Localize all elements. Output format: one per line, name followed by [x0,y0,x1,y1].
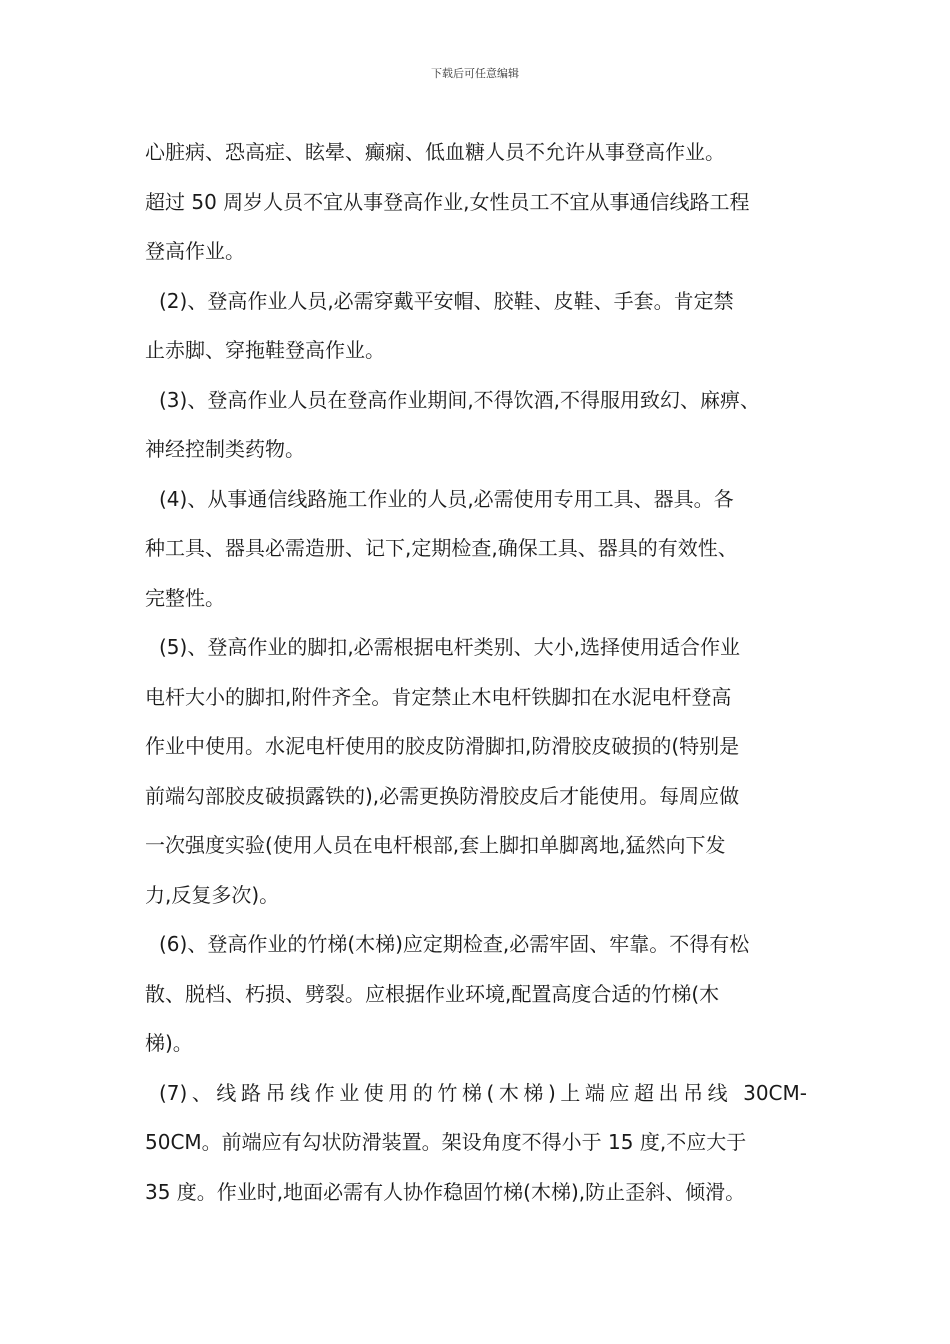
text-line: 散、脱档、朽损、劈裂。应根据作业环境,配置高度合适的竹梯(木 [145,981,720,1006]
text-line: 电杆大小的脚扣,附件齐全。肯定禁止木电杆铁脚扣在水泥电杆登高 [145,684,732,709]
document-body [145,128,807,1217]
text-line: (7)、线路吊线作业使用的竹梯(木梯)上端应超出吊线 30CM- [159,1080,807,1105]
text-line: (4)、从事通信线路施工作业的人员,必需使用专用工具、器具。各 [159,486,734,511]
text-line: (6)、登高作业的竹梯(木梯)应定期检查,必需牢固、牢靠。不得有松 [159,932,750,956]
text-line: 种工具、器具必需造册、记下,定期检查,确保工具、器具的有效性、 [145,536,738,560]
text-line: 登高作业。 [145,239,245,263]
text-line: (2)、登高作业人员,必需穿戴平安帽、胶鞋、皮鞋、手套。肯定禁 [159,288,734,313]
text-line: 作业中使用。水泥电杆使用的胶皮防滑脚扣,防滑胶皮破损的(特别是 [145,734,740,758]
text-line: (3)、登高作业人员在登高作业期间,不得饮酒,不得服用致幻、麻痹、 [159,387,761,412]
text-line: 神经控制类药物。 [145,437,305,461]
text-line: 止赤脚、穿拖鞋登高作业。 [145,338,385,362]
text-line: 50CM。前端应有勾状防滑装置。架设角度不得小于 15 度,不应大于 [145,1130,747,1154]
text-line: 前端勾部胶皮破损露铁的),必需更换防滑胶皮后才能使用。每周应做 [145,783,740,808]
page-header-note: 下载后可任意编辑 [431,67,519,80]
text-line: 35 度。作业时,地面必需有人协作稳固竹梯(木梯),防止歪斜、倾滑。 [145,1179,746,1204]
text-line: 完整性。 [145,585,225,610]
text-line: (5)、登高作业的脚扣,必需根据电杆类别、大小,选择使用适合作业 [159,635,741,659]
text-line: 心脏病、恐高症、眩晕、癫痫、低血糖人员不允许从事登高作业。 [145,140,725,164]
text-line: 力,反复多次)。 [145,882,280,907]
text-line: 梯)。 [145,1031,193,1055]
text-line: 超过 50 周岁人员不宜从事登高作业,女性员工不宜从事通信线路工程 [145,189,750,214]
text-line: 一次强度实验(使用人员在电杆根部,套上脚扣单脚离地,猛然向下发 [145,833,726,857]
